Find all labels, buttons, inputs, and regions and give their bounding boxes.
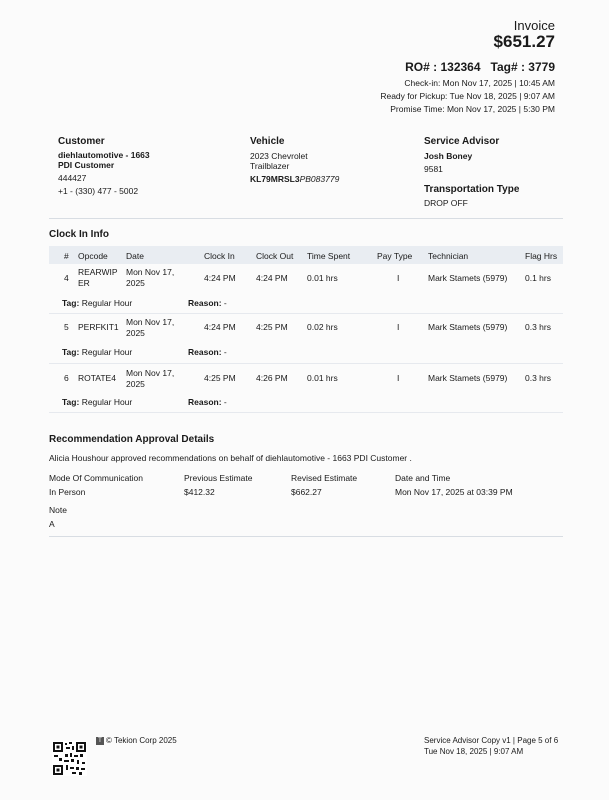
row-pay-type: I (397, 373, 400, 383)
footer-copy-info: Service Advisor Copy v1 | Page 5 of 6 (424, 736, 559, 745)
advisor-id: 9581 (424, 164, 443, 174)
recommendation-statement: Alicia Houshour approved recommendations on behalf of diehlautomotive - 1663 PDI Customer . (49, 453, 412, 463)
copyright-text: © Tekion Corp 2025 (106, 736, 177, 745)
customer-name-line2: PDI Customer (58, 160, 115, 170)
row-divider (49, 412, 563, 413)
row-time-spent: 0.01 hrs (307, 273, 338, 283)
row-clock-out: 4:25 PM (256, 322, 288, 332)
row-pay-type: I (397, 322, 400, 332)
advisor-heading: Service Advisor (424, 136, 500, 147)
tag-label: Tag: (62, 298, 80, 308)
ready-for-pickup-time: Ready for Pickup: Tue Nov 18, 2025 | 9:07 AM (380, 91, 555, 101)
transport-value: DROP OFF (424, 198, 468, 208)
vehicle-heading: Vehicle (250, 136, 285, 147)
row-num: 5 (64, 322, 69, 332)
row-clock-out: 4:24 PM (256, 273, 288, 283)
row-divider (49, 363, 563, 364)
row-reason (188, 298, 227, 309)
row-time-spent: 0.01 hrs (307, 373, 338, 383)
row-clock-in: 4:25 PM (204, 373, 236, 383)
row-date-year: 2025 (126, 328, 145, 338)
qr-code-graphic (52, 741, 87, 776)
th-pay-type: Pay Type (377, 251, 413, 261)
row-date: Mon Nov 17, (126, 368, 175, 378)
customer-id: 444427 (58, 173, 87, 183)
note-value: A (49, 519, 55, 529)
vehicle-line2: Trailblazer (250, 161, 290, 171)
check-in-time: Check-in: Mon Nov 17, 2025 | 10:45 AM (404, 78, 555, 88)
promise-time: Promise Time: Mon Nov 17, 2025 | 5:30 PM (390, 104, 555, 114)
tekion-logo-icon: T (96, 737, 104, 745)
invoice-label: Invoice (513, 18, 555, 33)
row-flag-hrs: 0.1 hrs (525, 273, 551, 283)
th-time-spent: Time Spent (307, 251, 351, 261)
mode-label: Mode Of Communication (49, 473, 144, 483)
tag-value: Regular Hour (81, 347, 133, 357)
section-divider (49, 218, 563, 219)
datetime-value: Mon Nov 17, 2025 at 03:39 PM (395, 487, 513, 497)
row-reason (188, 397, 227, 408)
footer-printed-date: Tue Nov 18, 2025 | 9:07 AM (424, 747, 524, 756)
vin-italic: PB083779 (299, 174, 340, 184)
note-label: Note (49, 505, 67, 515)
revised-estimate-value: $662.27 (291, 487, 322, 497)
th-clock-in: Clock In (204, 251, 235, 261)
row-technician: Mark Stamets (5979) (428, 273, 508, 283)
tag-value: Regular Hour (81, 397, 133, 407)
row-tag (62, 397, 132, 408)
row-date-year: 2025 (126, 379, 145, 389)
section-divider (49, 536, 563, 537)
row-pay-type: I (397, 273, 400, 283)
row-opcode-cont: ER (78, 278, 90, 288)
th-num: # (64, 251, 69, 261)
th-clock-out: Clock Out (256, 251, 294, 261)
row-opcode: ROTATE4 (78, 373, 116, 383)
row-reason (188, 347, 227, 358)
revised-estimate-label: Revised Estimate (291, 473, 358, 483)
row-clock-in: 4:24 PM (204, 322, 236, 332)
recommendation-title: Recommendation Approval Details (49, 434, 215, 445)
row-technician: Mark Stamets (5979) (428, 373, 508, 383)
row-num: 6 (64, 373, 69, 383)
customer-name-line1: diehlautomotive - 1663 (58, 150, 150, 160)
row-date: Mon Nov 17, (126, 267, 175, 277)
footer-copyright (96, 736, 177, 745)
customer-heading: Customer (58, 136, 105, 147)
th-opcode: Opcode (78, 251, 108, 261)
reason-value: - (223, 347, 227, 357)
customer-phone: +1 - (330) 477 - 5002 (58, 186, 139, 196)
row-time-spent: 0.02 hrs (307, 322, 338, 332)
invoice-total: $651.27 (493, 32, 555, 51)
tag-label: Tag: (62, 397, 80, 407)
row-num: 4 (64, 273, 69, 283)
row-flag-hrs: 0.3 hrs (525, 322, 551, 332)
clock-in-title: Clock In Info (49, 229, 109, 240)
transport-heading: Transportation Type (424, 184, 520, 195)
reason-label: Reason: (188, 347, 222, 357)
vehicle-line1: 2023 Chevrolet (250, 151, 308, 161)
qr-code (52, 741, 87, 776)
vin-plain: KL79MRSL3 (250, 174, 300, 184)
datetime-label: Date and Time (395, 473, 451, 483)
row-opcode: PERFKIT1 (78, 322, 119, 332)
advisor-name: Josh Boney (424, 151, 473, 161)
row-flag-hrs: 0.3 hrs (525, 373, 551, 383)
th-technician: Technician (428, 251, 469, 261)
row-clock-out: 4:26 PM (256, 373, 288, 383)
reason-label: Reason: (188, 397, 222, 407)
row-clock-in: 4:24 PM (204, 273, 236, 283)
row-opcode: REARWIP (78, 267, 118, 277)
reason-value: - (223, 298, 227, 308)
reason-value: - (223, 397, 227, 407)
mode-value: In Person (49, 487, 86, 497)
tag-label: Tag: (62, 347, 80, 357)
tag-value: Regular Hour (81, 298, 133, 308)
th-date: Date (126, 251, 144, 261)
th-flag-hrs: Flag Hrs (525, 251, 558, 261)
row-divider (49, 313, 563, 314)
previous-estimate-label: Previous Estimate (184, 473, 253, 483)
vehicle-vin (250, 174, 339, 185)
row-date-year: 2025 (126, 278, 145, 288)
row-tag (62, 347, 132, 358)
reason-label: Reason: (188, 298, 222, 308)
row-technician: Mark Stamets (5979) (428, 322, 508, 332)
previous-estimate-value: $412.32 (184, 487, 215, 497)
ro-tag-line: RO# : 132364 Tag# : 3779 (405, 60, 555, 74)
row-date: Mon Nov 17, (126, 317, 175, 327)
row-tag (62, 298, 132, 309)
